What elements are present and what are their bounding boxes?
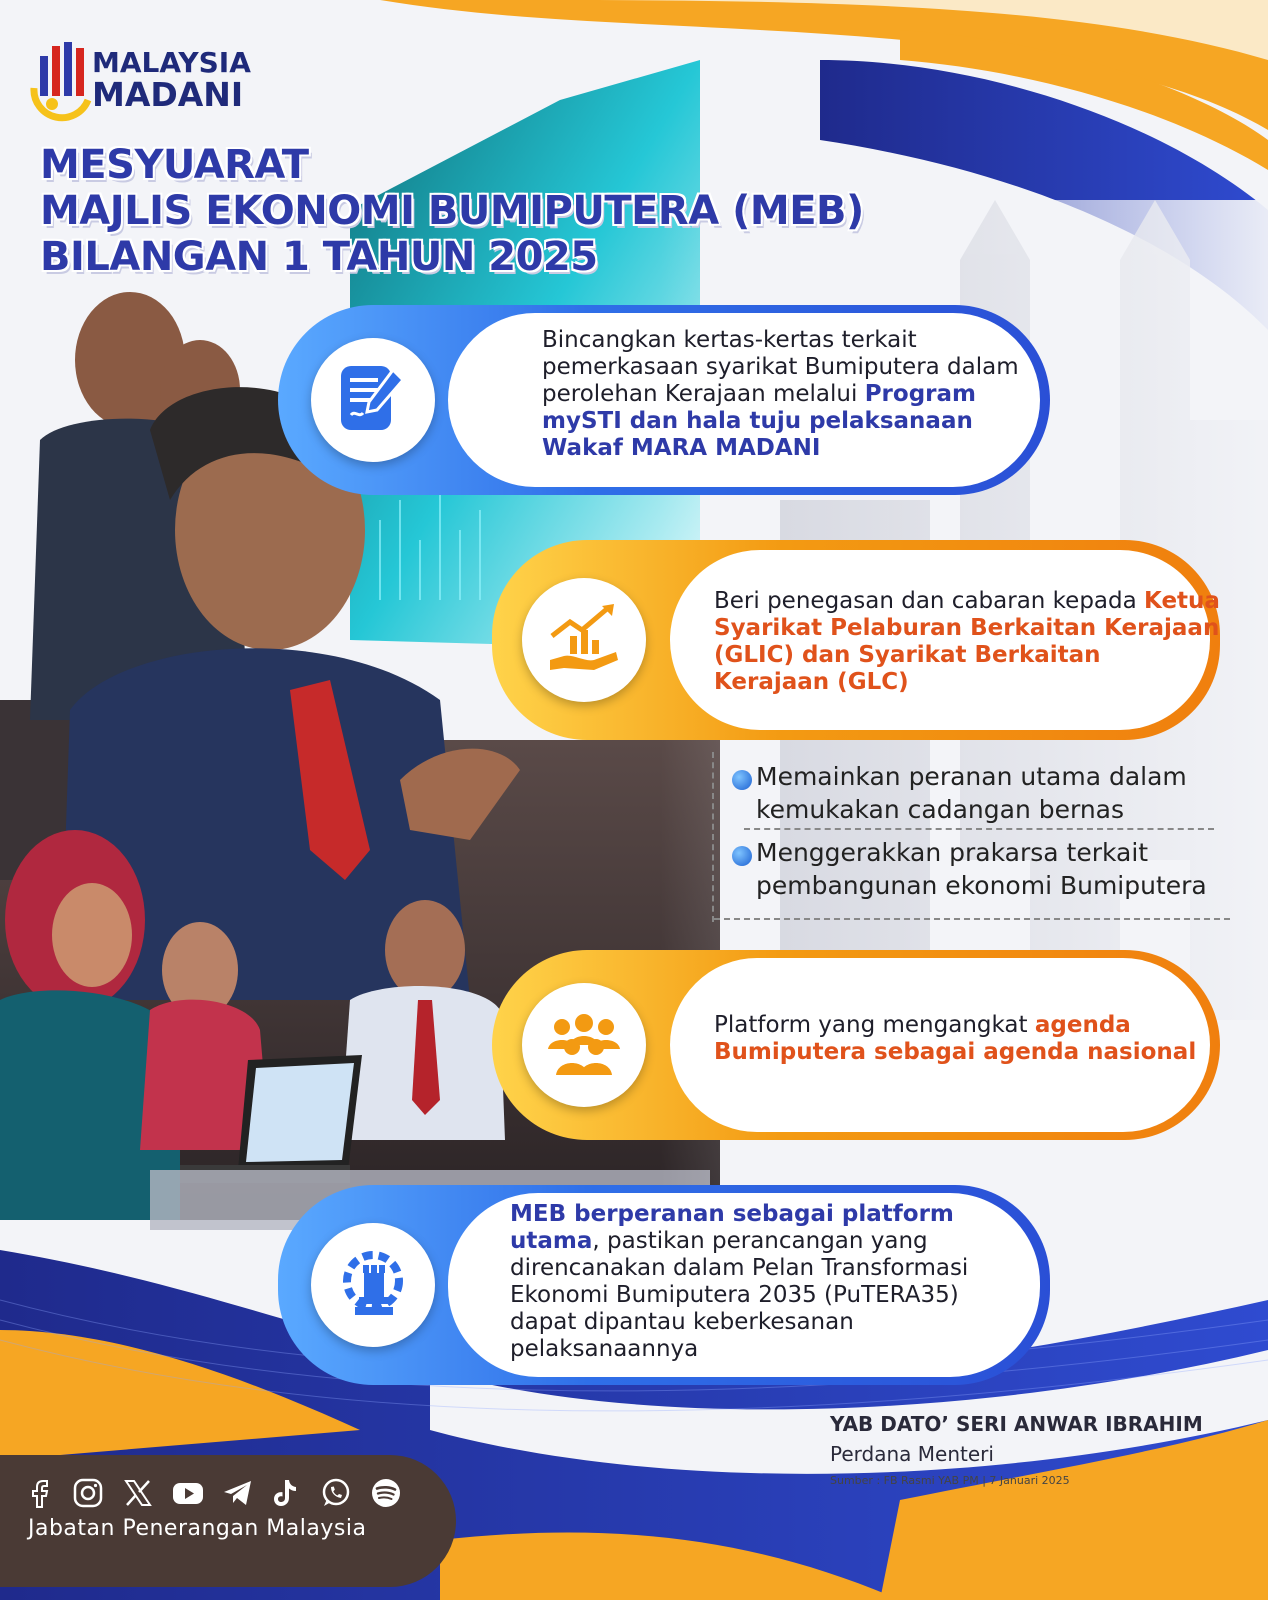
point-1-highlight: Program mySTI dan hala tuju pelaksanaan Wakaf MARA MADANI	[542, 381, 976, 461]
spotify-icon[interactable]	[368, 1475, 404, 1511]
point-card-2	[492, 540, 1220, 740]
title-line2: MAJLIS EKONOMI BUMIPUTERA (MEB)	[40, 188, 864, 234]
credit-source: Sumber : FB Rasmi YAB PM | 7 Januari 2025	[830, 1474, 1070, 1487]
point-2-highlight: Ketua Syarikat Pelaburan Berkaitan Kerajaan (GLIC) dan Syarikat Berkaitan Kerajaan (GLC)	[714, 588, 1220, 695]
point-card-1	[278, 305, 1050, 495]
point-1-text	[542, 327, 1022, 462]
logo-line2: MADANI	[92, 75, 244, 114]
bullet-item-1: Memainkan peranan utama dalam kemukakan cadangan bernas	[756, 762, 1187, 824]
point-1-plain: Bincangkan kertas-kertas terkait pemerkasaan syarikat Bumiputera dalam perolehan Kerajaan melalui	[542, 327, 1019, 407]
title-line3: BILANGAN 1 TAHUN 2025	[40, 234, 598, 280]
bullet-divider	[714, 918, 1230, 920]
youtube-icon[interactable]	[170, 1475, 206, 1511]
tiktok-icon[interactable]	[268, 1475, 304, 1511]
document-pen-icon	[311, 338, 435, 462]
point-3-text	[714, 1012, 1220, 1066]
point-2-text	[714, 588, 1220, 696]
telegram-icon[interactable]	[220, 1475, 256, 1511]
bullet-divider	[744, 828, 1214, 830]
bullet-item-2: Menggerakkan prakarsa terkait pembangunan ekonomi Bumiputera	[756, 838, 1207, 900]
growth-hand-icon	[522, 578, 646, 702]
point-3-plain: Platform yang mengangkat	[714, 1012, 1028, 1038]
bullet-dot-icon	[732, 770, 752, 790]
title-line1: MESYUARAT	[40, 142, 309, 188]
gear-chess-rook-icon	[311, 1223, 435, 1347]
logo-line1: MALAYSIA	[92, 46, 251, 79]
point-4-plain: , pastikan perancangan yang direncanakan dalam Pelan Transformasi Ekonomi Bumiputera 2035 (PuTERA35) dapat dipantau keberkesanan pelaksanaannya	[510, 1228, 969, 1362]
bullet-dot-icon	[732, 846, 752, 866]
point-card-4	[278, 1185, 1050, 1385]
x-icon[interactable]	[120, 1475, 156, 1511]
point-4-highlight: MEB berperanan sebagai platform utama	[510, 1201, 954, 1254]
credit-name: YAB DATO’ SERI ANWAR IBRAHIM	[830, 1412, 1203, 1436]
point-2-plain: Beri penegasan dan cabaran kepada	[714, 588, 1137, 614]
instagram-icon[interactable]	[70, 1475, 106, 1511]
whatsapp-icon[interactable]	[318, 1475, 354, 1511]
credit-role: Perdana Menteri	[830, 1442, 994, 1466]
point-4-text	[510, 1201, 1020, 1363]
point-card-3	[492, 950, 1220, 1140]
logo-text	[92, 48, 251, 112]
facebook-icon[interactable]	[22, 1475, 58, 1511]
group-people-icon	[522, 983, 646, 1107]
page-title	[40, 142, 1000, 280]
point-3-highlight: agenda Bumiputera sebagai agenda nasional	[714, 1012, 1197, 1065]
bullet-list	[712, 752, 1234, 922]
agency-name: Jabatan Penerangan Malaysia	[28, 1516, 367, 1541]
